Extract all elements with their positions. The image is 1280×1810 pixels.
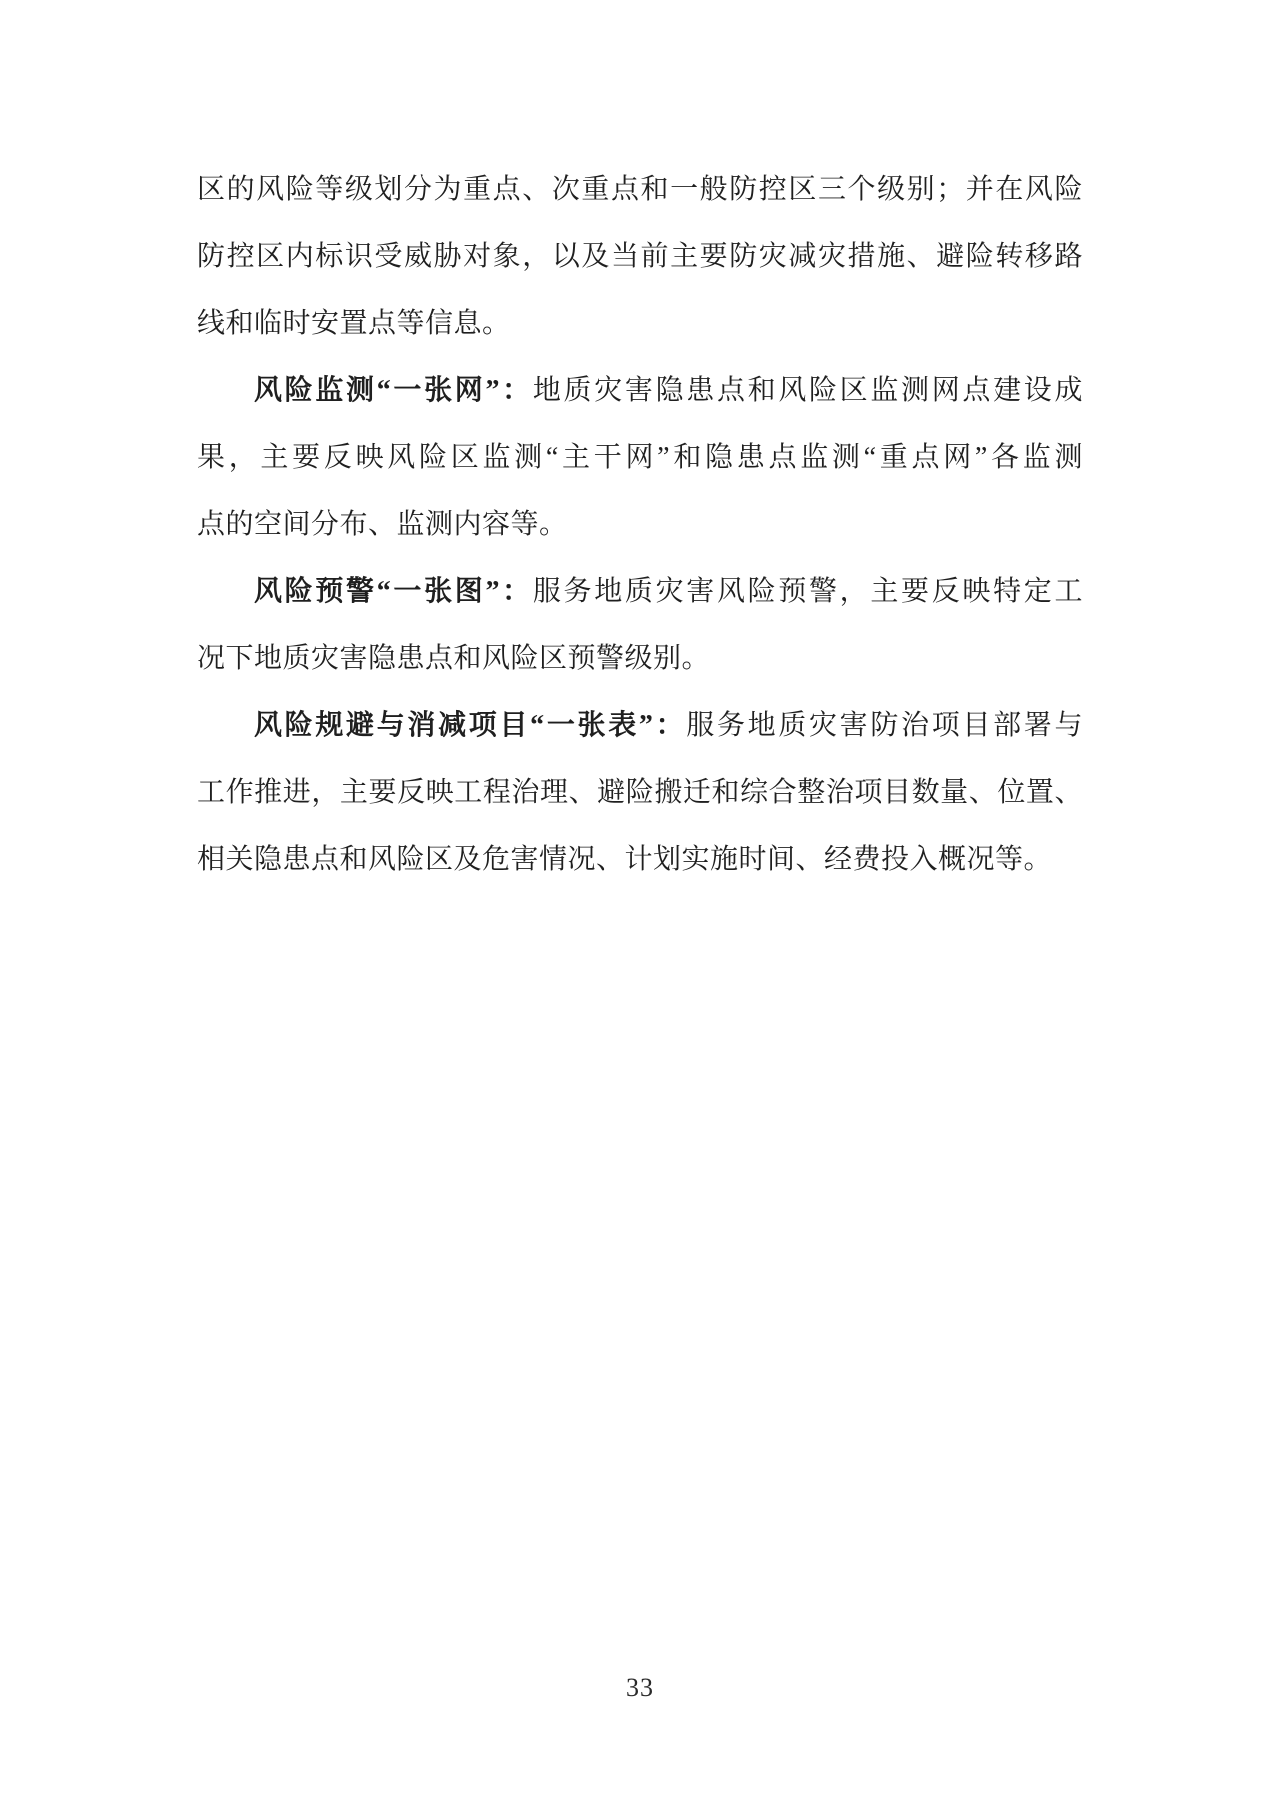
text-line <box>197 290 1083 357</box>
line-body-text: 服务地质灾害防治项目部署与 <box>686 710 1083 741</box>
line-bold-lead: 风险预警“一张图”： <box>254 576 533 607</box>
line-body-text: 地质灾害隐患点和风险区监测网点建设成 <box>532 375 1083 406</box>
text-line <box>197 491 1083 558</box>
line-body-text: 防控区内标识受威胁对象，以及当前主要防灾减灾措施、避险转移路 <box>197 241 1083 272</box>
text-line <box>197 692 1083 759</box>
line-body-text: 工作推进，主要反映工程治理、避险搬迁和综合整治项目数量、位置、 <box>197 777 1083 808</box>
line-body-text: 况下地质灾害隐患点和风险区预警级别。 <box>197 643 711 674</box>
text-line <box>197 759 1083 826</box>
document-body-text <box>197 156 1083 893</box>
text-line <box>197 424 1083 491</box>
text-line <box>197 625 1083 692</box>
line-body-text: 果，主要反映风险区监测“主干网”和隐患点监测“重点网”各监测 <box>197 442 1083 473</box>
text-line <box>197 357 1083 424</box>
line-bold-lead: 风险规避与消减项目“一张表”： <box>254 710 687 741</box>
line-body-text: 服务地质灾害风险预警，主要反映特定工 <box>532 576 1083 607</box>
line-bold-lead: 风险监测“一张网”： <box>254 375 533 406</box>
text-line <box>197 558 1083 625</box>
text-line <box>197 156 1083 223</box>
line-body-text: 相关隐患点和风险区及危害情况、计划实施时间、经费投入概况等。 <box>197 844 1053 875</box>
text-line <box>197 826 1083 893</box>
line-body-text: 区的风险等级划分为重点、次重点和一般防控区三个级别；并在风险 <box>197 174 1083 205</box>
text-line <box>197 223 1083 290</box>
line-body-text: 线和临时安置点等信息。 <box>197 308 511 339</box>
page-number: 33 <box>626 1673 654 1702</box>
line-body-text: 点的空间分布、监测内容等。 <box>197 509 568 540</box>
